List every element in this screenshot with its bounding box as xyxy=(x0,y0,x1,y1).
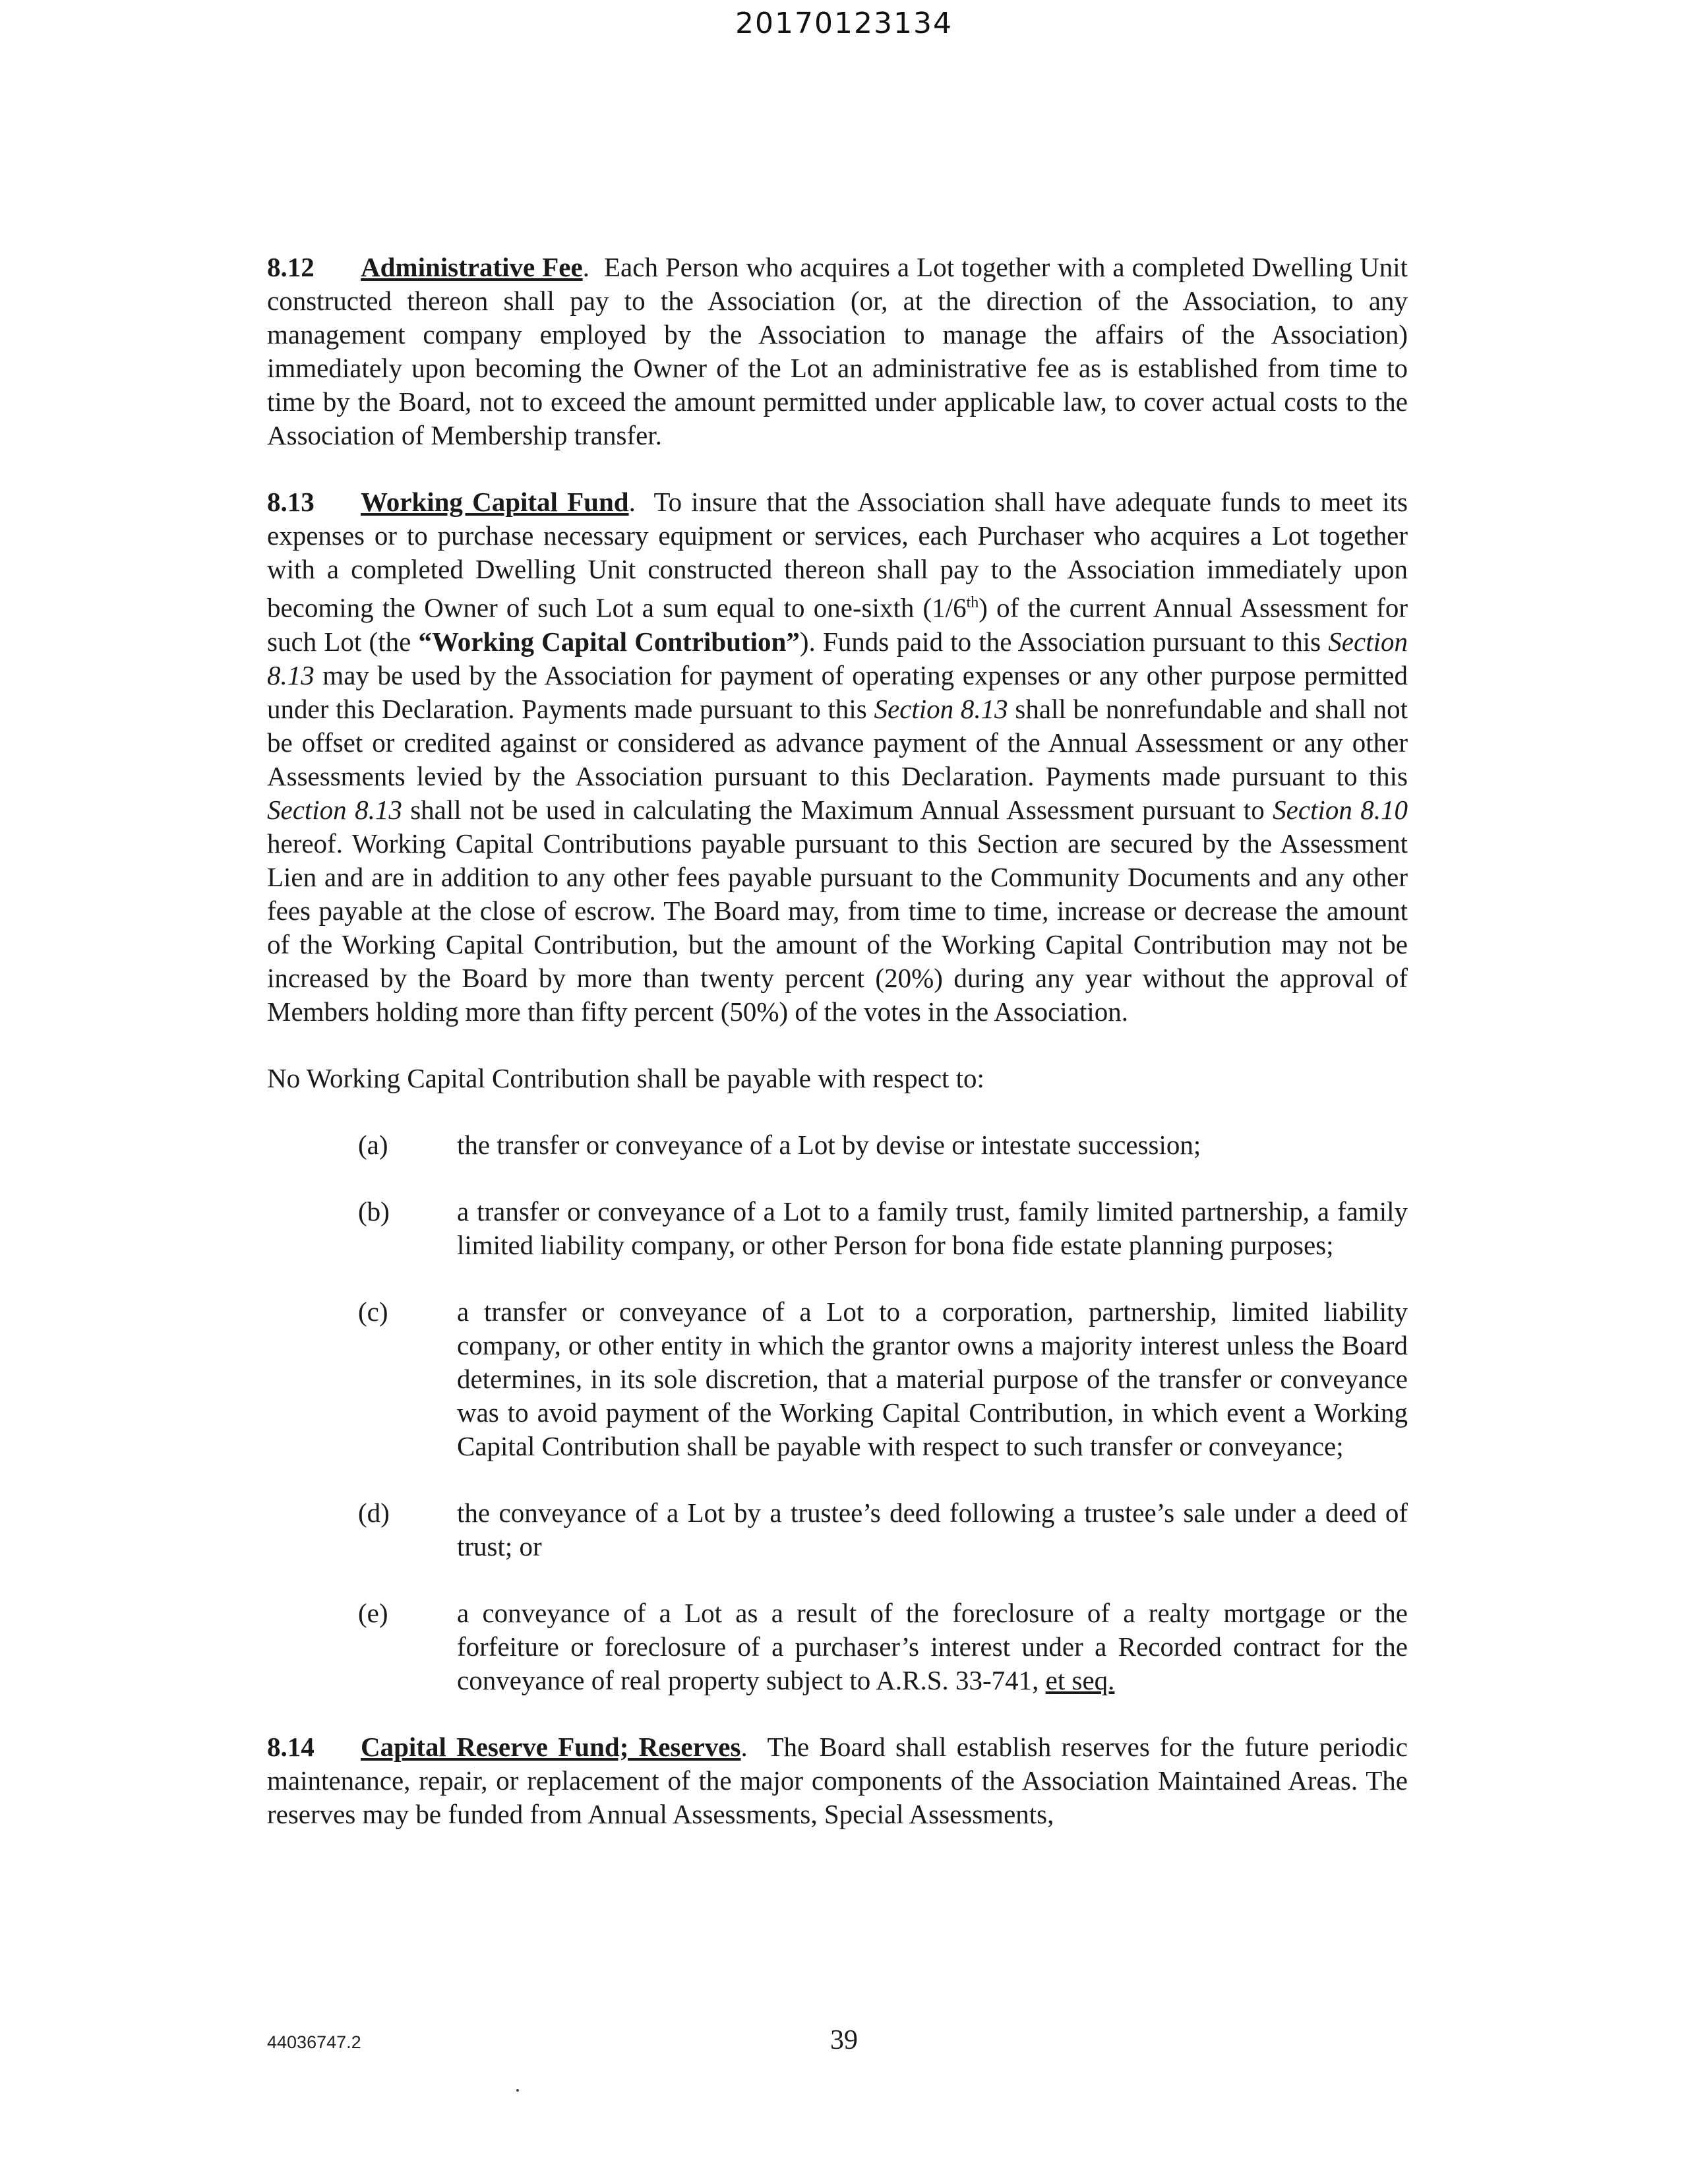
section-reference: Section 8.13 xyxy=(267,794,402,825)
section-title: Capital Reserve Fund; Reserves xyxy=(361,1731,741,1762)
section-8-12: 8.12 Administrative Fee. Each Person who acquires a Lot together with a completed Dwelling Unit constructed thereon shall pay to the Association (or, at the direction of the Association, to any management company employed by the Association to manage the affairs of the Association) immediately upon becoming the Owner of the Lot an administrative fee as is established from time to time by the Board, not to exceed the amount permitted under applicable law, to cover actual costs to the Association of Membership transfer. xyxy=(267,252,1408,450)
exemption-list xyxy=(267,1128,1408,1697)
list-marker: (a) xyxy=(358,1129,388,1160)
section-title: Working Capital Fund xyxy=(361,487,629,517)
section-number: 8.12 xyxy=(267,252,315,282)
section-text: shall not be used in calculating the Maximum Annual Assessment pursuant to xyxy=(402,794,1273,825)
list-item xyxy=(267,1128,1408,1162)
section-8-14: 8.14 Capital Reserve Fund; Reserves. The Board shall establish reserves for the future periodic maintenance, repair, or replacement of the major components of the Association Maintained Areas. The reserves may be funded from Annual Assessments, Special Assessments, xyxy=(267,1731,1408,1829)
list-item-text: the conveyance of a Lot by a trustee’s deed following a trustee’s sale under a deed of trust; or xyxy=(457,1497,1408,1562)
section-text: To insure that the Association shall have adequate funds to meet its expenses or to purchase necessary equipment or services, each Purchaser who acquires a Lot together with a completed Dwelling Unit constructed thereon shall pay to the Association immediately upon becoming the Owner of such Lot a sum equal to one-sixth (1/6 xyxy=(267,487,1408,623)
section-text: ). Funds paid to the Association pursuant to this xyxy=(799,626,1329,657)
section-reference: Section 8.10 xyxy=(1273,794,1408,825)
section-number: 8.13 xyxy=(267,487,315,517)
list-marker: (c) xyxy=(358,1296,388,1327)
section-body: Each Person who acquires a Lot together with a completed Dwelling Unit constructed thereon shall pay to the Association (or, at the direction of the Association, to any management company employed by the Association to manage the affairs of the Association) immediately upon becoming the Owner of the Lot an administrative fee as is established from time to time by the Board, not to exceed the amount permitted under applicable law, to cover actual costs to the Association of Membership transfer. xyxy=(267,252,1408,450)
list-item-text: a conveyance of a Lot as a result of the foreclosure of a realty mortgage or the forfeiture or foreclosure of a purchaser’s interest under a Recorded contract for the conveyance of real property subject to A.R.S. 33-741, xyxy=(457,1597,1408,1695)
recording-number: 20170123134 xyxy=(735,7,953,40)
section-text: may be used by the Association for payment of operating expenses or any other purpose permitted under this Declaration. Payments made pursuant to this xyxy=(267,659,1408,724)
list-intro: No Working Capital Contribution shall be payable with respect to: xyxy=(267,1062,984,1093)
section-text: shall be nonrefundable and shall not be offset or credited against or considered as advance payment of the Annual Assessment or any other Assessments levied by the Association pursuant to this Declaration. Payments made pursuant to this xyxy=(267,693,1408,791)
list-marker: (d) xyxy=(358,1497,390,1528)
section-number: 8.14 xyxy=(267,1731,315,1762)
list-item xyxy=(267,1596,1408,1697)
page-body xyxy=(267,251,1408,1864)
list-item xyxy=(267,1496,1408,1563)
list-item-text: a transfer or conveyance of a Lot to a corporation, partnership, limited liability company, or other entity in which the grantor owns a majority interest unless the Board determines, in its sole discretion, that a material purpose of the transfer or conveyance was to avoid payment of the Working Capital Contribution, in which event a Working Capital Contribution shall be payable with respect to such transfer or conveyance; xyxy=(457,1296,1408,1461)
list-item xyxy=(267,1195,1408,1262)
section-title: Administrative Fee xyxy=(361,252,583,282)
scan-speck xyxy=(516,2089,519,2092)
latin-abbreviation: et seq. xyxy=(1045,1664,1115,1695)
section-reference: Section 8.13 xyxy=(267,626,1408,690)
defined-term: “Working Capital Contribution” xyxy=(418,626,800,657)
list-marker: (e) xyxy=(358,1597,388,1628)
list-item xyxy=(267,1295,1408,1463)
section-8-13: 8.13 Working Capital Fund. To insure that the Association shall have adequate funds to meet its expenses or to purchase necessary equipment or services, each Purchaser who acquires a Lot together with a completed Dwelling Unit constructed thereon shall pay to the Association immediately upon becoming the Owner of such Lot a sum equal to one-sixth (1/6th) of the current Annual Assessment for such Lot (the “Working Capital Contribution”). Funds paid to the Association pursuant to this Section 8.13 may be used by the Association for payment of operating expenses or any other purpose permitted under this Declaration. Payments made pursuant to this Section 8.13 shall be nonrefundable and shall not be offset or credited against or considered as advance payment of the Annual Assessment or any other Assessments levied by the Association pursuant to this Declaration. Payments made pursuant to this Section 8.13 shall not be used in calculating the Maximum Annual Assessment pursuant to Section 8.10 hereof. Working Capital Contributions payable pursuant to this Section are secured by the Assessment Lien and are in addition to any other fees payable pursuant to the Community Documents and any other fees payable at the close of escrow. The Board may, from time to time, increase or decrease the amount of the Working Capital Contribution, but the amount of the Working Capital Contribution may not be increased by the Board by more than twenty percent (20%) during any year without the approval of Members holding more than fifty percent (50%) of the votes in the Association. xyxy=(267,487,1408,1027)
list-item-text: the transfer or conveyance of a Lot by devise or intestate succession; xyxy=(457,1129,1201,1160)
section-body: The Board shall establish reserves for the future periodic maintenance, repair, or replacement of the major components of the Association Maintained Areas. The reserves may be funded from Annual Assessments, Special Assessments, xyxy=(267,1731,1408,1829)
section-text: hereof. Working Capital Contributions payable pursuant to this Section are secured by the Assessment Lien and are in addition to any other fees payable pursuant to the Community Documents and any other fees payable at the close of escrow. The Board may, from time to time, increase or decrease the amount of the Working Capital Contribution, but the amount of the Working Capital Contribution may not be increased by the Board by more than twenty percent (20%) during any year without the approval of Members holding more than fifty percent (50%) of the votes in the Association. xyxy=(267,828,1408,1027)
list-item-text: a transfer or conveyance of a Lot to a family trust, family limited partnership, a family limited liability company, or other Person for bona fide estate planning purposes; xyxy=(457,1196,1408,1260)
list-marker: (b) xyxy=(358,1196,390,1227)
section-text: ) of the current Annual Assessment for such Lot (the xyxy=(267,592,1408,657)
page-number: 39 xyxy=(830,2025,858,2055)
document-id: 44036747.2 xyxy=(267,2032,361,2052)
section-reference: Section 8.13 xyxy=(874,693,1008,724)
superscript: th xyxy=(966,594,979,611)
